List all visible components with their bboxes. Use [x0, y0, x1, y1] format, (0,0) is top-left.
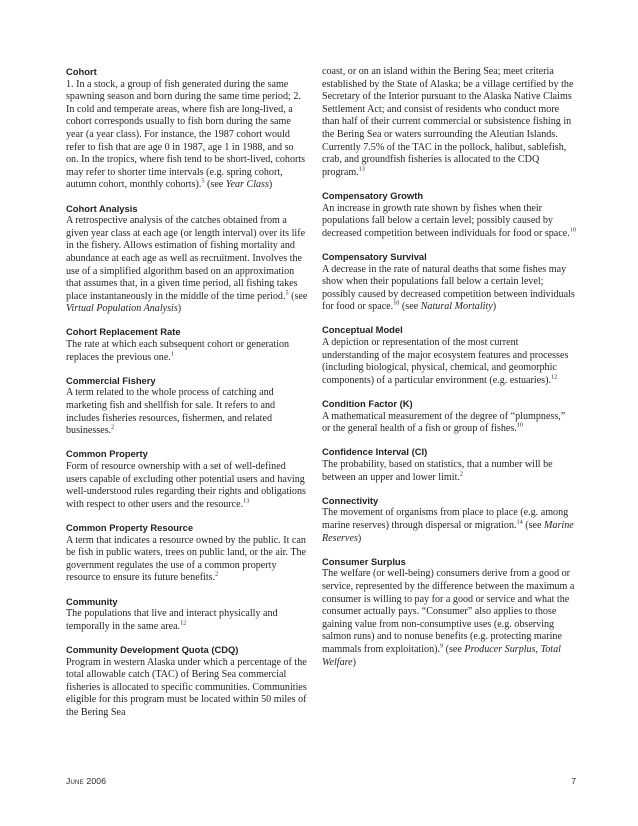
- reference-number: 2: [111, 423, 115, 431]
- reference-number: 14: [516, 518, 523, 526]
- glossary-entry-common-property-resource: [66, 522, 308, 585]
- term-heading: Commercial Fishery: [66, 374, 156, 386]
- definition-text: A mathematical measurement of the degree of “plumpness,” or the general health of a fish or group of fishes.: [322, 410, 566, 435]
- glossary-entry-confidence-interval-ci: [322, 446, 576, 484]
- cross-reference: Year Class: [225, 179, 269, 191]
- glossary-entry-community: [66, 596, 308, 634]
- reference-number: 10: [569, 226, 576, 234]
- reference-number: 2: [459, 470, 463, 478]
- term-heading: Cohort Replacement Rate: [66, 326, 181, 338]
- glossary-entry-cohort-analysis: [66, 203, 308, 316]
- term-definition: [66, 79, 308, 192]
- glossary-entry-compensatory-growth: [322, 190, 576, 240]
- term-definition: [66, 339, 308, 364]
- glossary-entry-consumer-surplus: [322, 556, 576, 669]
- term-definition: [66, 387, 308, 437]
- glossary-entry-commercial-fishery: [66, 375, 308, 438]
- glossary-entry-cohort-replacement-rate: [66, 326, 308, 364]
- definition-text: The populations that live and interact physically and temporally in the same area.: [66, 608, 278, 632]
- definition-text: ): [492, 301, 497, 313]
- term-definition: [66, 657, 308, 720]
- term-heading: Common Property Resource: [66, 521, 194, 533]
- definition-text: ): [352, 656, 357, 668]
- definition-text: A decrease in the rate of natural deaths that some fishes may show when their populations fall below a certain level; possibly caused by decreased competition between individuals for food or space.: [322, 263, 575, 313]
- term-definition: [66, 461, 308, 511]
- cross-reference: Producer Surplus: [464, 643, 536, 655]
- reference-number: 12: [180, 619, 187, 627]
- term-definition: [66, 215, 308, 316]
- glossary-entry-common-property: [66, 448, 308, 511]
- term-heading: Cohort Analysis: [66, 202, 138, 214]
- reference-number: 13: [358, 165, 365, 173]
- term-heading: Community: [66, 595, 118, 607]
- right-column: [322, 66, 576, 680]
- reference-number: 10: [516, 421, 523, 429]
- left-column: [66, 66, 308, 730]
- definition-text: A term related to the whole process of catching and marketing fish and shellfish for sale. It refers to and includes fisheries resources, fishermen, and related businesses.: [66, 387, 276, 437]
- definition-text: ): [357, 532, 362, 544]
- term-heading: Cohort: [66, 66, 97, 77]
- term-heading: Compensatory Survival: [322, 250, 427, 262]
- term-heading: Confidence Interval (CI): [322, 446, 428, 458]
- definition-text: (see: [443, 643, 465, 655]
- definition-text: Program in western Alaska under which a percentage of the total allowable catch (TAC) of Bering Sea commercial fisheries is allocated to specific communities. Communities eligible for this program must be located within 50 miles of the Bering Sea: [66, 656, 307, 718]
- term-definition: [322, 507, 576, 545]
- definition-text: ,: [535, 643, 541, 655]
- term-definition: [322, 459, 576, 484]
- term-definition: [322, 411, 576, 436]
- term-heading: Compensatory Growth: [322, 189, 424, 201]
- term-heading: Conceptual Model: [322, 324, 403, 336]
- footer-date: June 2006: [66, 776, 107, 786]
- term-definition: [322, 568, 576, 669]
- definition-text: An increase in growth rate shown by fishes when their populations fall below a certain level; possibly caused by decreased competition between individuals for food or space.: [322, 202, 570, 239]
- reference-number: 9: [440, 642, 444, 650]
- cross-reference: Virtual Population Analysis: [66, 303, 178, 315]
- reference-number: 5: [201, 177, 205, 185]
- definition-text: Form of resource ownership with a set of well-defined users capable of excluding other potential users and having well-understood rules regarding their rights and obligations with respect to other users and the resource.: [66, 461, 306, 510]
- definition-text: (see: [399, 301, 421, 313]
- glossary-entry-continued: [322, 66, 576, 179]
- term-definition: [322, 264, 576, 314]
- term-definition: [66, 608, 308, 633]
- term-heading: Common Property: [66, 448, 148, 460]
- definition-text: The probability, based on statistics, that a number will be between an upper and lower limit.: [322, 459, 553, 483]
- term-definition: [322, 66, 576, 179]
- definition-text: coast, or on an island within the Bering Sea; meet criteria established by the State of Alaska; be a village certified by the Secretary of the Interior pursuant to the Alaska Native Claims Settlement Act; and consist of residents who conduct more than half of their current commercial or subsistence fishing in the Bering Sea or waters surrounding the Aleutian Islands. Currently 7.5% of the TAC in the pollock, halibut, sablefish, crab, and groundfish fisheries is allocated to the CDQ program.: [322, 66, 574, 178]
- term-heading: Consumer Surplus: [322, 555, 406, 567]
- reference-number: 12: [551, 373, 558, 381]
- definition-text: The movement of organisms from place to place (e.g. among marine reserves) through dispersal or migration.: [322, 507, 569, 531]
- glossary-entry-condition-factor-k: [322, 398, 576, 436]
- term-heading: Connectivity: [322, 494, 379, 506]
- definition-text: (see: [522, 519, 545, 531]
- cross-reference: Natural Mortality: [420, 301, 493, 313]
- glossary-entry-community-development-quota-cdq: [66, 644, 308, 720]
- page-number: 7: [571, 776, 576, 786]
- term-heading: Community Development Quota (CDQ): [66, 643, 239, 655]
- definition-text: ): [268, 179, 273, 191]
- definition-text: The welfare (or well-being) consumers derive from a good or service, represented by the difference between the maximum a consumer is willing to pay for a good or service and what the consumer actually pays. “Consumer” also applies to those gaining value from non-consumptive uses (e.g. observing salmon runs) and to nonuse benefits (e.g. protecting marine mammals from exploitation).: [322, 568, 575, 655]
- reference-number: 1: [170, 350, 174, 358]
- definition-text: ): [177, 303, 182, 315]
- definition-text: A depiction or representation of the most current understanding of the major ecosystem features and processes (including biological, physical, chemical, and geomorphic components) of a particular environment (e.g. estuaries).: [322, 337, 569, 386]
- term-heading: Condition Factor (K): [322, 398, 413, 410]
- reference-number: 13: [243, 497, 250, 505]
- term-definition: [66, 535, 308, 585]
- glossary-entry-cohort: [66, 66, 308, 192]
- definition-text: A term that indicates a resource owned by the public. It can be fish in public waters, trees on public land, or the air. The government regulates the use of a common property resource to ensure its future benefits.: [66, 534, 307, 584]
- term-definition: [322, 203, 576, 241]
- reference-number: 5: [285, 289, 289, 297]
- glossary-entry-connectivity: [322, 495, 576, 545]
- glossary-entry-conceptual-model: [322, 324, 576, 387]
- cross-reference: Total Welfare: [322, 643, 561, 668]
- term-definition: [322, 337, 576, 387]
- definition-text: 1. In a stock, a group of fish generated during the same spawning season and born during the same time period; 2. In cold and temperate areas, where fish are long-lived, a cohort corresponds usually to fish born during the same year (a year class). For instance, the 1987 cohort would refer to fish that are age 0 in 1987, age 1 in 1988, and so on. In the tropics, where fish tend to be short-lived, cohorts may refer to shorter time intervals (e.g. spring cohort, autumn cohort, monthly cohorts).: [66, 78, 306, 191]
- definition-text: The rate at which each subsequent cohort or generation replaces the previous one.: [66, 339, 290, 363]
- definition-text: (see: [204, 179, 226, 191]
- definition-text: (see: [288, 290, 308, 302]
- cross-reference: Marine Reserves: [322, 519, 574, 544]
- reference-number: 2: [215, 570, 219, 578]
- definition-text: A retrospective analysis of the catches obtained from a given year class at each age (or length interval) over its life in the fishery. Allows estimation of fishing mortality and abundance at each age as well as recruitment. Involves the use of a simplified algorithm based on an approximation that assumes that, in a given time period, all fishing takes place instantaneously in the middle of the time period.: [66, 215, 306, 302]
- reference-number: 10: [393, 299, 400, 307]
- glossary-entry-compensatory-survival: [322, 251, 576, 314]
